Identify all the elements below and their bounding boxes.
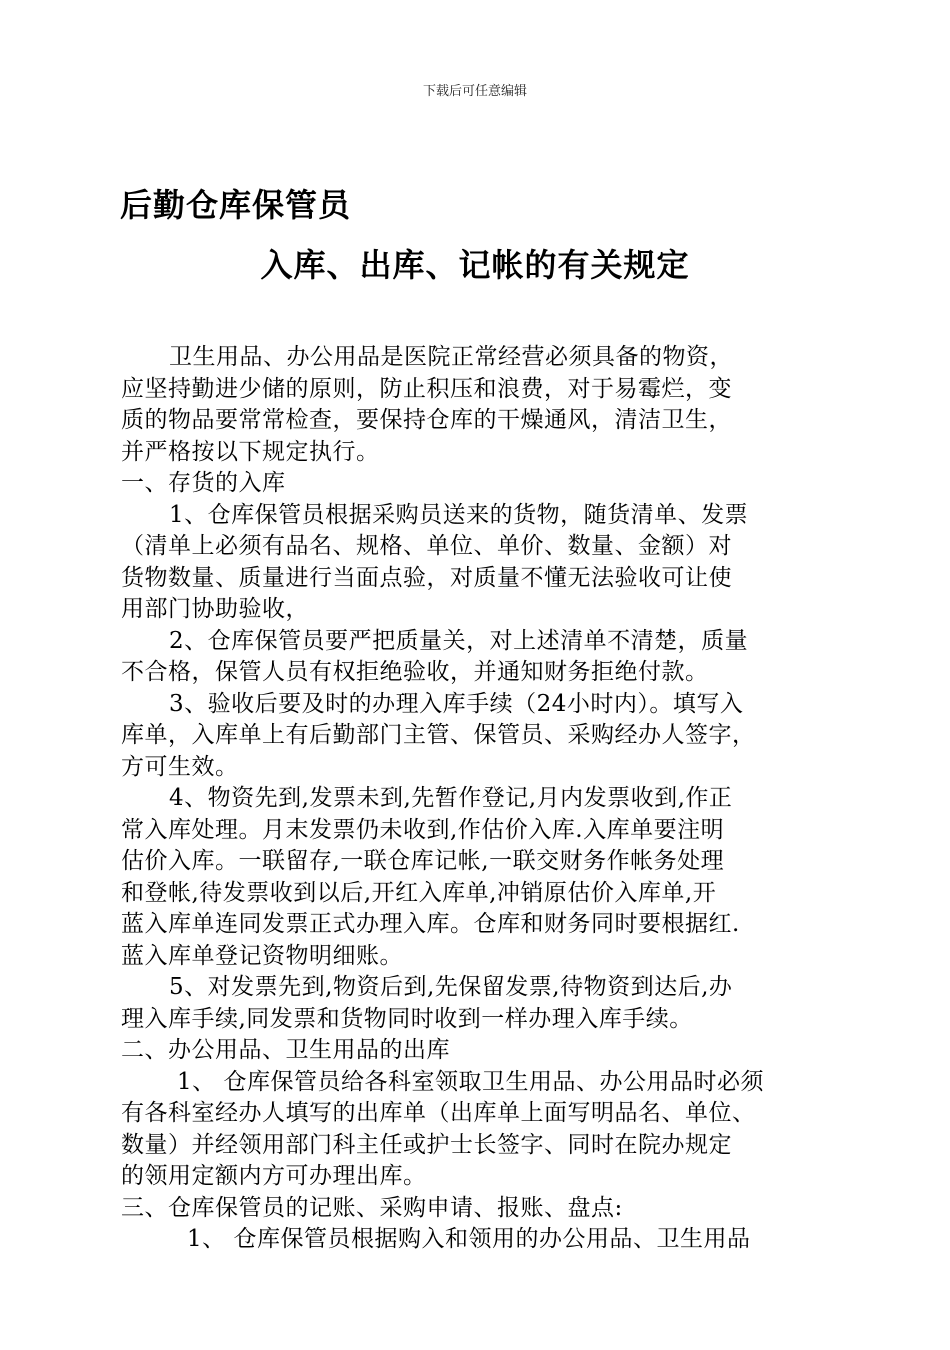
header-note: 下载后可任意编辑 xyxy=(422,84,527,99)
paragraph-line: 应坚持勤进少储的原则，防止积压和浪费，对于易霉烂，变 xyxy=(121,375,732,402)
document-body xyxy=(121,342,841,1256)
paragraph-line: 1、 仓库保管员根据购入和领用的办公用品、卫生用品 xyxy=(187,1226,751,1252)
paragraph-line: 理入库手续,同发票和货物同时收到一样办理入库手续。 xyxy=(121,1005,693,1032)
paragraph-line: 蓝入库单连同发票正式办理入库。仓库和财务同时要根据红. xyxy=(121,911,740,937)
paragraph-line: （清单上必须有品名、规格、单位、单价、数量、金额）对 xyxy=(121,533,732,559)
paragraph-line: 库单，入库单上有后勤部门主管、保管员、采购经办人签字， xyxy=(121,722,756,748)
paragraph-line: 1、 仓库保管员给各科室领取卫生用品、办公用品时必须 xyxy=(177,1068,764,1095)
paragraph-line: 5、对发票先到,物资后到,先保留发票,待物资到达后,办 xyxy=(169,974,733,1000)
section-heading: 二、办公用品、卫生用品的出库 xyxy=(121,1037,450,1063)
document-title: 后勤仓库保管员 xyxy=(120,186,352,224)
section-heading: 一、存货的入库 xyxy=(121,470,286,496)
paragraph-line: 用部门协助验收， xyxy=(121,596,309,622)
paragraph-line: 1、仓库保管员根据采购员送来的货物，随货清单、发票 xyxy=(169,501,749,528)
paragraph-line: 估价入库。一联留存,一联仓库记帐,一联交财务作帐务处理 xyxy=(121,848,725,874)
paragraph-line: 蓝入库单登记资物明细账。 xyxy=(121,942,403,969)
section-heading: 三、仓库保管员的记账、采购申请、报账、盘点: xyxy=(121,1194,623,1221)
paragraph-line: 方可生效。 xyxy=(121,753,239,780)
paragraph-line: 卫生用品、办公用品是医院正常经营必须具备的物资， xyxy=(169,344,733,370)
paragraph-line: 4、物资先到,发票未到,先暂作登记,月内发票收到,作正 xyxy=(169,785,733,811)
paragraph-line: 并严格按以下规定执行。 xyxy=(121,438,380,465)
paragraph-line: 2、仓库保管员要严把质量关，对上述清单不清楚，质量 xyxy=(169,627,749,654)
paragraph-line: 不合格，保管人员有权拒绝验收，并通知财务拒绝付款。 xyxy=(121,659,709,685)
paragraph-line: 和登帐,待发票收到以后,开红入库单,冲销原估价入库单,开 xyxy=(121,879,717,906)
paragraph-line: 质的物品要常常检查，要保持仓库的干燥通风，清洁卫生， xyxy=(121,407,732,433)
paragraph-line: 常入库处理。月末发票仍未收到,作估价入库.入库单要注明 xyxy=(121,816,725,843)
paragraph-line: 货物数量、质量进行当面点验，对质量不懂无法验收可让使 xyxy=(121,564,732,591)
paragraph-line: 数量）并经领用部门科主任或护士长签字、同时在院办规定 xyxy=(121,1131,732,1158)
paragraph-line: 的领用定额内方可办理出库。 xyxy=(121,1163,427,1189)
paragraph-line: 有各科室经办人填写的出库单（出库单上面写明品名、单位、 xyxy=(121,1100,756,1126)
paragraph-line: 3、验收后要及时的办理入库手续（24小时内）。填写入 xyxy=(169,690,744,717)
document-subtitle: 入库、出库、记帐的有关规定 xyxy=(260,246,690,284)
